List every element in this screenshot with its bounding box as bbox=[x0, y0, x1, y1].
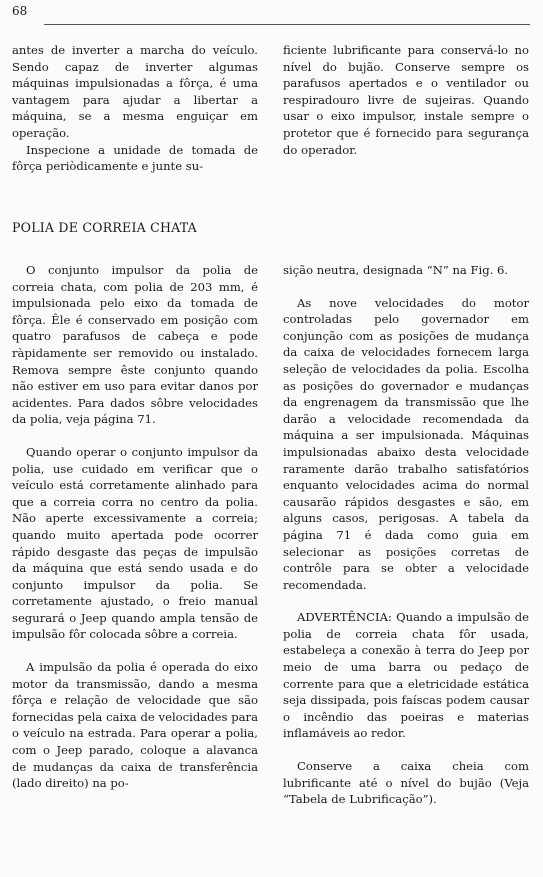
paragraph: antes de inverter a marcha do veículo. Sendo capaz de inverter algumas máquinas impulsionadas a fôrça, é uma vantagem para ajudar a libertar a máquina, se a mesma enguiçar em operação. bbox=[12, 43, 258, 140]
paragraph: As nove velocidades do motor controladas pelo governador em conjunção com as posições de mudança da caixa de velocidades fornecem larga seleção de velocidades da polia. Escolha as posições do governador e mudanças da engrenagem da transmissão que lhe darão a velocidade recomendada da máquina a ser impulsionada. Máquinas impulsionadas abaixo desta velocidade raramente darão trabalho satisfatórios enquanto velocidades acima do normal causarão rápidos desgastes e são, em alguns casos, perigosas. A tabela da página 71 é dada como guia em selecionar as posições corretas de contrôle para se obter a velocidade recomendada. bbox=[283, 295, 529, 592]
paragraph: sição neutra, designada “N” na Fig. 6. bbox=[283, 263, 509, 277]
section-title: POLIA DE CORREIA CHATA bbox=[12, 220, 197, 235]
header-rule bbox=[44, 24, 530, 25]
paragraph: Quando operar o conjunto impulsor da polia, use cuidado em verificar que o veículo está corretamente alinhado para que a correia corra no centro da polia. Não aperte excessivamente a correia; quando muito apertada pode ocorrer rápido desgaste das peças de impulsão da máquina que está sendo usada e do conjunto impulsor da polia. Se corretamente ajustado, o freio manual segurará o Jeep quando ampla tensão de impulsão fôr colocada sôbre a correia. bbox=[12, 444, 258, 642]
page-number: 68 bbox=[12, 4, 28, 18]
bottom-right-column bbox=[283, 262, 529, 808]
paragraph: A impulsão da polia é operada do eixo motor da transmissão, dando a mesma fôrça e relação de velocidade que são fornecidas pela caixa de velocidades para o veículo na estrada. Para operar a polia, com o Jeep parado, coloque a alavanca de mudanças da caixa de transferência (lado direito) na po- bbox=[12, 660, 258, 791]
paragraph: ficiente lubrificante para conservá-lo no nível do bujão. Conserve sempre os parafusos apertados e o ventilador ou respiradouro livre de sujeiras. Quando usar o eixo impulsor, instale sempre o protetor que é fornecido para segurança do operador. bbox=[283, 43, 529, 157]
paragraph: Inspecione a unidade de tomada de fôrça periòdicamente e junte su- bbox=[12, 142, 258, 174]
warning-paragraph: ADVERTÊNCIA: Quando a impulsão de polia de correia chata fôr usada, estabeleça a conexão à terra do Jeep por meio de uma barra ou pedaço de corrente para que a eletricidade estática seja dissipada, pois faíscas podem causar o incêndio das poeiras e materias inflamáveis ao redor. bbox=[283, 610, 529, 741]
paragraph: Conserve a caixa cheia com lubrificante até o nível do bujão (Veja “Tabela de Lubrificação”). bbox=[283, 759, 529, 807]
bottom-left-column bbox=[12, 262, 258, 792]
top-left-column bbox=[12, 42, 258, 175]
top-right-column bbox=[283, 42, 529, 158]
paragraph: O conjunto impulsor da polia de correia chata, com polia de 203 mm, é impulsionada pelo eixo da tomada de fôrça. Êle é conservado em posição com quatro parafusos de cabeça e pode ràpidamente ser removido ou instalado. Remova sempre êste conjunto quando não estiver em uso para evitar danos por acidentes. Para dados sôbre velocidades da polia, veja página 71. bbox=[12, 263, 258, 427]
